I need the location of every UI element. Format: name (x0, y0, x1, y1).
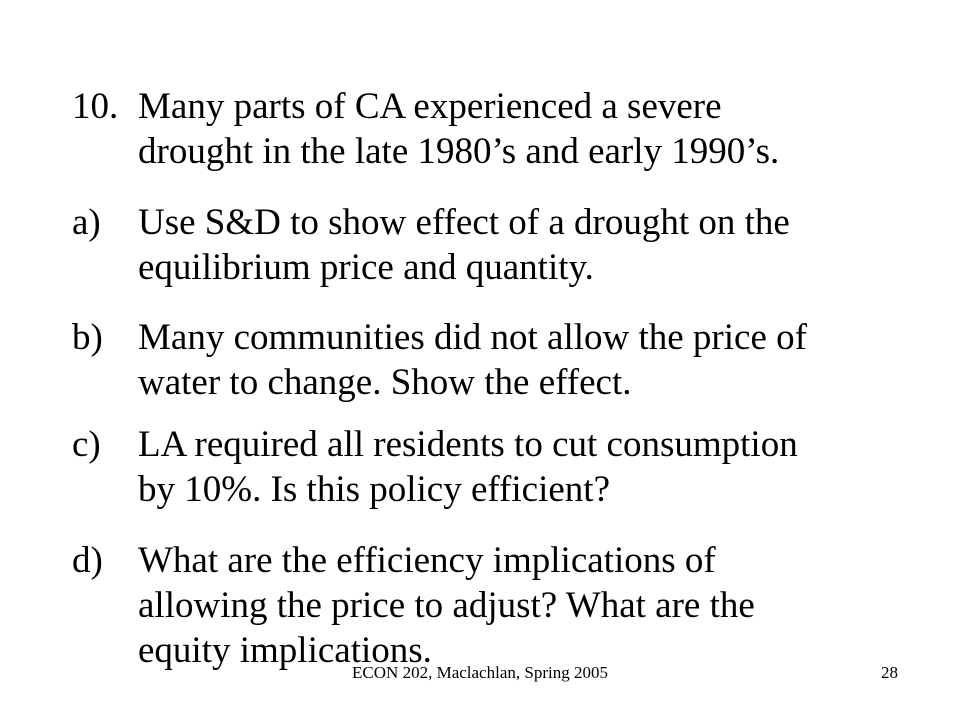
item-line: by 10%. Is this policy efficient? (138, 469, 610, 510)
item-line: allowing the price to adjust? What are the (138, 585, 755, 626)
item-text (138, 538, 938, 673)
item-line: What are the efficiency implications of (138, 540, 716, 581)
item-line: equilibrium price and quantity. (138, 247, 594, 288)
footer-course: ECON 202, Maclachlan, Spring 2005 (352, 663, 608, 682)
item-marker: 10. (72, 86, 119, 127)
item-text (138, 422, 938, 512)
item-text (138, 315, 938, 405)
item-line: LA required all residents to cut consumption (138, 424, 798, 465)
item-marker: c) (72, 424, 101, 465)
item-text (138, 200, 938, 290)
item-marker: b) (72, 317, 103, 358)
item-line: water to change. Show the effect. (138, 362, 632, 403)
item-line: Many communities did not allow the price of (138, 317, 807, 358)
item-line: Many parts of CA experienced a severe (138, 86, 722, 127)
item-line: drought in the late 1980’s and early 1990’s. (138, 131, 780, 172)
item-marker: d) (72, 540, 103, 581)
item-text (138, 84, 938, 174)
slide-number: 28 (881, 663, 898, 682)
item-line: equity implications. (138, 630, 432, 671)
item-marker: a) (72, 202, 101, 243)
item-line: Use S&D to show effect of a drought on the (138, 202, 790, 243)
